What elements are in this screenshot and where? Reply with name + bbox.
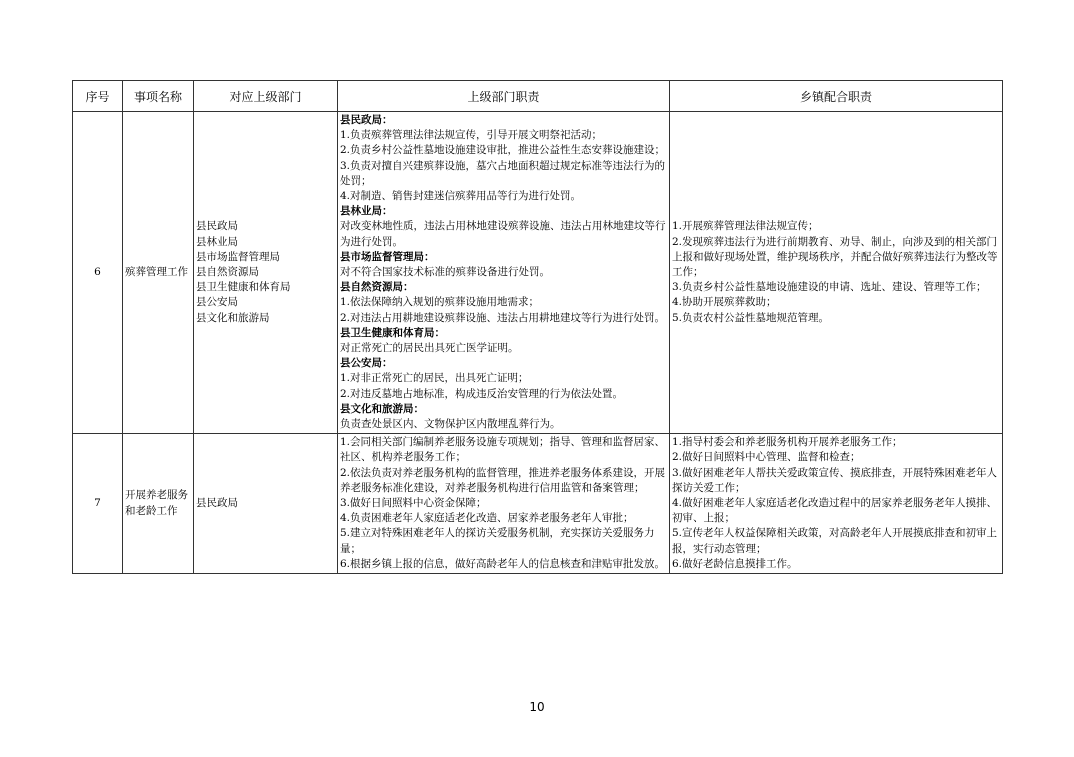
row-item-name: 开展养老服务和老龄工作 [123, 434, 194, 574]
header-superior-department: 对应上级部门 [194, 81, 338, 112]
department-name: 县自然资源局 [196, 266, 259, 279]
duty-item: 1.会同相关部门编制养老服务设施专项规划；指导、管理和监督居家、社区、机构养老服务工作； [340, 436, 666, 464]
township-duty-item: 2.做好日间照料中心管理、监督和检查； [672, 451, 861, 464]
table-row [73, 434, 1003, 574]
township-duty-item: 1.开展殡葬管理法律法规宣传； [672, 220, 819, 233]
duty-item: 6.根据乡镇上报的信息，做好高龄老年人的信息核查和津贴审批发放。 [340, 557, 666, 570]
township-duty-item: 1.指导村委会和养老服务机构开展养老服务工作； [672, 436, 903, 449]
department-name: 县民政局 [196, 220, 238, 233]
header-township-duties: 乡镇配合职责 [670, 81, 1003, 112]
duty-item: 3.负责对擅自兴建殡葬设施，墓穴占地面积超过规定标准等违法行为的处罚； [340, 159, 666, 187]
header-superior-duties: 上级部门职责 [338, 81, 670, 112]
township-duty-item: 4.做好困难老年人家庭适老化改造过程中的居家养老服务老年人摸排、初审、上报； [672, 497, 998, 525]
department-name: 县文化和旅游局 [196, 311, 270, 324]
duty-item: 对不符合国家技术标准的殡葬设备进行处罚。 [340, 266, 550, 279]
table-header-row [73, 81, 1003, 112]
duty-department-heading: 县市场监督管理局： [340, 250, 435, 263]
duty-department-heading: 县文化和旅游局： [340, 402, 424, 415]
duty-item: 2.对违法占用耕地建设殡葬设施、违法占用耕地建坟等行为进行处罚。 [340, 311, 666, 324]
department-name: 县市场监督管理局 [196, 250, 280, 263]
township-duty-item: 3.做好困难老年人帮扶关爱政策宣传、摸底排查，开展特殊困难老年人探访关爱工作； [672, 466, 998, 494]
township-duty-item: 4.协助开展殡葬救助； [672, 296, 777, 309]
duty-item: 负责查处景区内、文物保护区内散埋乱葬行为。 [340, 418, 561, 431]
department-name: 县公安局 [196, 296, 238, 309]
duty-item: 5.建立对特殊困难老年人的探访关爱服务机制，充实探访关爱服务力量； [340, 527, 655, 555]
duties-table [72, 80, 1003, 574]
duty-item: 2.依法负责对养老服务机构的监督管理，推进养老服务体系建设，开展养老服务标准化建设，对养老服务机构进行信用监管和备案管理； [340, 466, 666, 494]
duty-item: 对改变林地性质，违法占用林地建设殡葬设施、违法占用林地建坟等行为进行处罚。 [340, 220, 666, 248]
duty-department-heading: 县民政局： [340, 114, 393, 126]
township-duty-item: 6.做好老龄信息摸排工作。 [672, 557, 798, 570]
duty-item: 1.依法保障纳入规划的殡葬设施用地需求； [340, 296, 540, 309]
department-name: 县民政局 [196, 497, 238, 510]
department-name: 县林业局 [196, 235, 238, 248]
duty-department-heading: 县自然资源局： [340, 281, 414, 294]
row-township-duties [670, 112, 1003, 434]
duty-department-heading: 县林业局： [340, 205, 393, 218]
row-serial-number: 6 [73, 112, 123, 434]
township-duty-item: 5.宣传老年人权益保障相关政策，对高龄老年人开展摸底排查和初审上报，实行动态管理； [672, 527, 998, 555]
duty-item: 2.负责乡村公益性墓地设施建设审批，推进公益性生态安葬设施建设； [340, 144, 666, 157]
duty-item: 1.对非正常死亡的居民，出具死亡证明； [340, 372, 529, 385]
row-township-duties [670, 434, 1003, 574]
header-serial-number: 序号 [73, 81, 123, 112]
township-duty-item: 5.负责农村公益性墓地规范管理。 [672, 311, 830, 324]
duty-item: 1.负责殡葬管理法律法规宣传，引导开展文明祭祀活动； [340, 129, 603, 142]
duty-department-heading: 县卫生健康和体育局： [340, 326, 445, 339]
row-superior-duties [338, 434, 670, 574]
header-item-name: 事项名称 [123, 81, 194, 112]
table-row [73, 112, 1003, 434]
page-number: 10 [529, 700, 545, 714]
duty-item: 对正常死亡的居民出具死亡医学证明。 [340, 342, 519, 355]
township-duty-item: 3.负责乡村公益性墓地设施建设的申请、选址、建设、管理等工作； [672, 281, 987, 294]
row-serial-number: 7 [73, 434, 123, 574]
township-duty-item: 2.发现殡葬违法行为进行前期教育、劝导、制止，向涉及到的相关部门上报和做好现场处置，维护现场秩序，并配合做好殡葬违法行为整改等工作； [672, 235, 998, 279]
duty-item: 3.做好日间照料中心资金保障； [340, 497, 487, 510]
duty-item: 4.负责困难老年人家庭适老化改造、居家养老服务老年人审批； [340, 512, 634, 525]
duty-department-heading: 县公安局： [340, 357, 393, 370]
duty-item: 4.对制造、销售封建迷信殡葬用品等行为进行处罚。 [340, 190, 582, 203]
row-superior-departments [194, 112, 338, 434]
department-name: 县卫生健康和体育局 [196, 281, 291, 294]
row-item-name: 殡葬管理工作 [123, 112, 194, 434]
row-superior-departments [194, 434, 338, 574]
row-superior-duties [338, 112, 670, 434]
duty-item: 2.对违反墓地占地标准，构成违反治安管理的行为依法处置。 [340, 387, 624, 400]
